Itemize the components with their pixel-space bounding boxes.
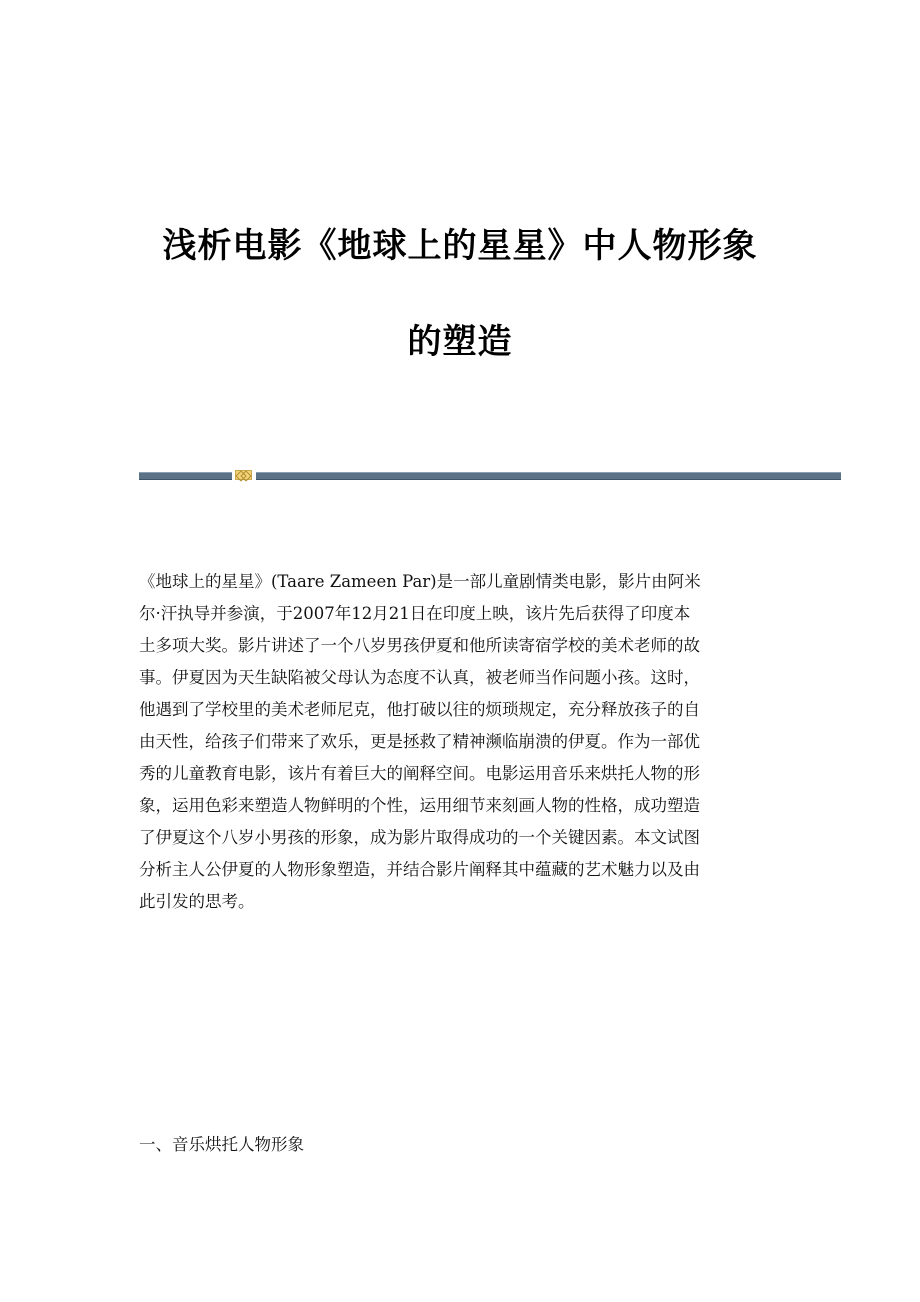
paragraph-line: 他遇到了学校里的美术老师尼克，他打破以往的烦琐规定，充分释放孩子的自 [139,700,700,719]
paragraph-line: 此引发的思考。 [139,892,255,911]
paragraph-line: 土多项大奖。影片讲述了一个八岁男孩伊夏和他所读寄宿学校的美术老师的故 [139,636,700,655]
paragraph-line: 分析主人公伊夏的人物形象塑造，并结合影片阐释其中蕴藏的艺术魅力以及由 [139,860,700,879]
paragraph-line: 尔·汗执导并参演，于2007年12月21日在印度上映，该片先后获得了印度本 [139,604,691,623]
divider-bar-left [139,472,232,480]
paragraph-line: 秀的儿童教育电影，该片有着巨大的阐释空间。电影运用音乐来烘托人物的形 [139,764,700,783]
divider-ornament-icon [235,470,252,480]
paragraph-line: 事。伊夏因为天生缺陷被父母认为态度不认真，被老师当作问题小孩。这时， [139,668,700,687]
paragraph-line: 了伊夏这个八岁小男孩的形象，成为影片取得成功的一个关键因素。本文试图 [139,828,700,847]
document-title-line-1: 浅析电影《地球上的星星》中人物形象 [162,226,758,266]
document-title-line-2: 的塑造 [407,322,513,362]
intro-paragraph [139,566,784,918]
section-heading: 一、音乐烘托人物形象 [139,1135,304,1154]
divider-bar-right [256,472,841,480]
title-divider [139,470,841,480]
paragraph-line: 由天性，给孩子们带来了欢乐，更是拯救了精神濒临崩溃的伊夏。作为一部优 [139,732,700,751]
paragraph-line: 《地球上的星星》(Taare Zameen Par)是一部儿童剧情类电影，影片由阿米 [139,572,701,591]
paragraph-line: 象，运用色彩来塑造人物鲜明的个性，运用细节来刻画人物的性格，成功塑造 [139,796,700,815]
